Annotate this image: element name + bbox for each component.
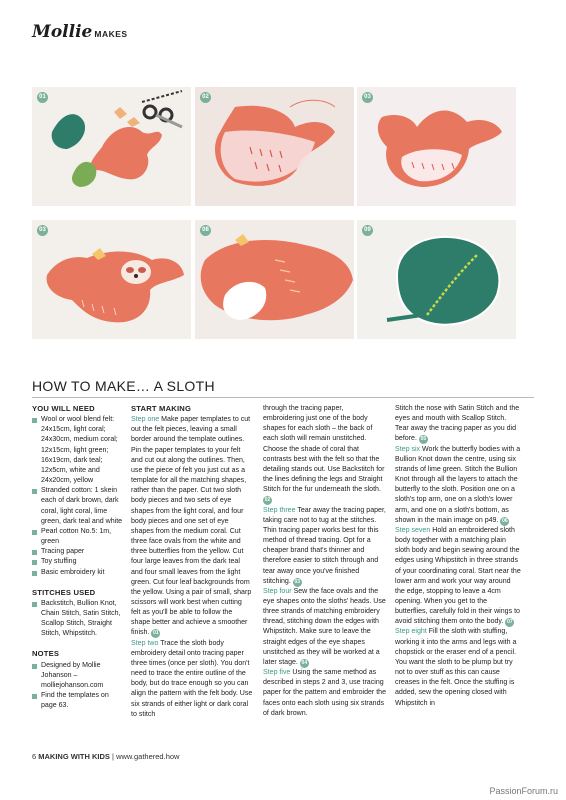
step-text: Trace the sloth body embroidery detail onto tracing paper three times (once per sloth). You don't need to trace the entire outline of the body, but do trace enough so you can align the pattern with the felt body. Use six strands of either light or dark coral to stitch xyxy=(131,639,253,718)
list-item: Basic embroidery kit xyxy=(32,568,124,578)
step-paragraph xyxy=(131,415,253,638)
step-text: Hold an embroidered sloth body together with a matching plain sloth body and begin sewing around the edges using Whipstitch in three strands of your coordinating coral. Start near the lower arm and work your way around the edge, stopping to leave a 4cm opening. When you get to the butterflies, carefully fold in their wings to avoid stitching them onto the body. xyxy=(395,526,521,626)
step-number-badge: 09 xyxy=(362,225,373,236)
divider xyxy=(32,397,534,398)
photo-ref-badge: 03 xyxy=(294,578,301,585)
page-footer xyxy=(32,752,179,761)
list-item: Tracing paper xyxy=(32,547,124,557)
step-paragraph xyxy=(395,404,521,445)
you-will-need-heading: YOU WILL NEED xyxy=(32,404,95,413)
step-photo-5 xyxy=(195,220,354,339)
photo-ref-badge: 05 xyxy=(420,436,427,443)
step-photo-4 xyxy=(32,220,191,339)
step-paragraph xyxy=(131,639,253,720)
step-label: Step six xyxy=(395,445,421,453)
step-label: Step two xyxy=(131,639,159,647)
instructions-column-3 xyxy=(395,404,521,709)
step-label: Step three xyxy=(263,506,296,514)
instructions-column-1 xyxy=(131,404,253,720)
step-paragraph xyxy=(395,526,521,628)
stuffing-image xyxy=(195,220,354,339)
sloth-face-image xyxy=(32,220,191,339)
leaf-image xyxy=(357,220,516,339)
step-photo-1 xyxy=(32,87,191,206)
felt-cutting-image xyxy=(32,87,191,206)
instructions-column-2 xyxy=(263,404,386,719)
torn-paper-image xyxy=(357,87,516,206)
footer-separator: | xyxy=(112,752,114,761)
step-text: Using the same method as described in steps 2 and 3, use tracing paper for the pattern and embroider the faces onto each sloth using six strands of dark brown. xyxy=(263,669,387,717)
step-label: Step eight xyxy=(395,628,427,636)
step-paragraph xyxy=(263,404,386,506)
step-text: Fill the sloth with stuffing, working it into the arms and legs with a chopstick or the eraser end of a pencil. You want the sloth to be plump but try not to over stuff as this can cause creases in the felt. Once the stuffing is added, sew the opening closed with Whipstitch in xyxy=(395,628,517,707)
photo-ref-badge: 02 xyxy=(264,497,271,504)
step-paragraph xyxy=(395,445,521,526)
list-item: Backstitch, Bullion Knot, Chain Stitch, Satin Stitch, Scallop Stitch, Straight Stitch, Whipstitch. xyxy=(32,599,124,640)
step-number-badge: 08 xyxy=(200,225,211,236)
page-title: HOW TO MAKE… A SLOTH xyxy=(32,378,215,394)
step-label: Step one xyxy=(131,416,160,424)
list-item: Toy stuffing xyxy=(32,557,124,567)
step-photo-2 xyxy=(195,87,354,206)
stitches-heading: STITCHES USED xyxy=(32,587,96,597)
notes-list xyxy=(32,661,124,712)
materials-sidebar xyxy=(32,404,124,711)
brand-logo: Mollie xyxy=(32,22,93,42)
list-item: Find the templates on page 63. xyxy=(32,691,124,711)
step-paragraph xyxy=(263,506,386,587)
step-label: Step five xyxy=(263,669,291,677)
step-text: Stitch the nose with Satin Stitch and the eyes and mouth with Scallop Stitch. Tear away the tracing paper as you did before. xyxy=(395,405,520,443)
step-text: Sew the face ovals and the eye shapes onto the sloths' heads. Use three strands of matching embroidery thread, stitching down the edges with Whipstitch. Make sure to leave the straight edges of the eye shapes unstitched as they will be worked at a later stage. xyxy=(263,587,386,666)
photo-ref-badge: 01 xyxy=(153,630,159,637)
stitches-list xyxy=(32,599,124,640)
section-label: MAKES xyxy=(94,29,128,39)
notes-heading: NOTES xyxy=(32,649,60,659)
list-item: Designed by Mollie Johanson – molliejohanson.com xyxy=(32,661,124,691)
step-number-badge: 03 xyxy=(37,225,48,236)
list-item: Stranded cotton: 1 skein each of dark brown, dark coral, light coral, lime green, dark teal and white xyxy=(32,486,124,527)
footer-url: www.gathered.how xyxy=(116,752,180,761)
tracing-paper-image xyxy=(195,87,354,206)
step-paragraph xyxy=(263,587,386,668)
step-label: Step four xyxy=(263,587,292,595)
page-number: 6 xyxy=(32,752,37,761)
step-paragraph xyxy=(395,627,521,708)
list-item: Wool or wool blend felt: 24x15cm, light coral; 24x30cm, medium coral; 12x15cm, light green; 16x19cm, dark teal; 12x5cm, white and 24x20cm, yellow xyxy=(32,415,124,486)
step-number-badge: 02 xyxy=(200,92,211,103)
step-text: Make paper templates to cut out the felt pieces, leaving a small border around the template outlines. Pin the paper templates to your felt and cut out along the outlines. Then, use the piece of felt you just cut as a template for all the matching shapes, rather than the paper. Cut two sloth body pieces and two sets of eye shapes from the light coral, and four body pieces and one set of eye shapes from the medium coral. Cut three face ovals from the white and three butterflies from the yellow. Cut four large leaves from the dark teal and four small leaves from the light green. Cut four leaf backgrounds from the yellow. Using a pair of small, sharp scissors will work best when cutting felt as you'll be able to follow the shape better and achieve a smoother finish. xyxy=(131,416,252,637)
step-text: through the tracing paper, embroidering just one of the body shapes for each sloth – the back of each sloth will remain unstitched. Choose the shade of coral that contrasts best with the felt so that the detailing stands out. Use Backstitch for the lines defining the legs and Straight Stitch for the fur underneath the sloth. xyxy=(263,405,385,494)
step-photo-3 xyxy=(357,87,516,206)
step-number-badge: 01 xyxy=(37,92,48,103)
photo-ref-badge: 04 xyxy=(301,659,308,666)
step-text: Tear away the tracing paper, taking care not to tug at the stitches. Thin tracing paper works best for this method of thread tracing. Opt for a cheaper brand that's thinner and therefore easier to stitch through and tear away once you've finished stitching. xyxy=(263,506,386,585)
step-text: Work the butterfly bodies with a Bullion Knot down the centre, using six strands of lime green. Stitch the Bullion Knot through all the layers to attach the butterfly to the sloth. Position one on a sloth's top arm, one on a sloth's lower arm, and one on a sloth's bottom, as shown in the main image on p49. xyxy=(395,445,521,524)
photo-ref-badge: 07 xyxy=(507,619,513,626)
photo-ref-badge: 06 xyxy=(502,517,508,524)
materials-list xyxy=(32,415,124,578)
list-item: Pearl cotton No.5: 1m, green xyxy=(32,527,124,547)
watermark: PassionForum.ru xyxy=(489,786,558,796)
page-header xyxy=(32,22,128,42)
step-number-badge: 03 xyxy=(362,92,373,103)
start-making-heading: START MAKING xyxy=(131,404,192,413)
footer-section: MAKING WITH KIDS xyxy=(38,752,110,761)
step-paragraph xyxy=(263,668,386,719)
step-photo-6 xyxy=(357,220,516,339)
step-label: Step seven xyxy=(395,526,431,534)
